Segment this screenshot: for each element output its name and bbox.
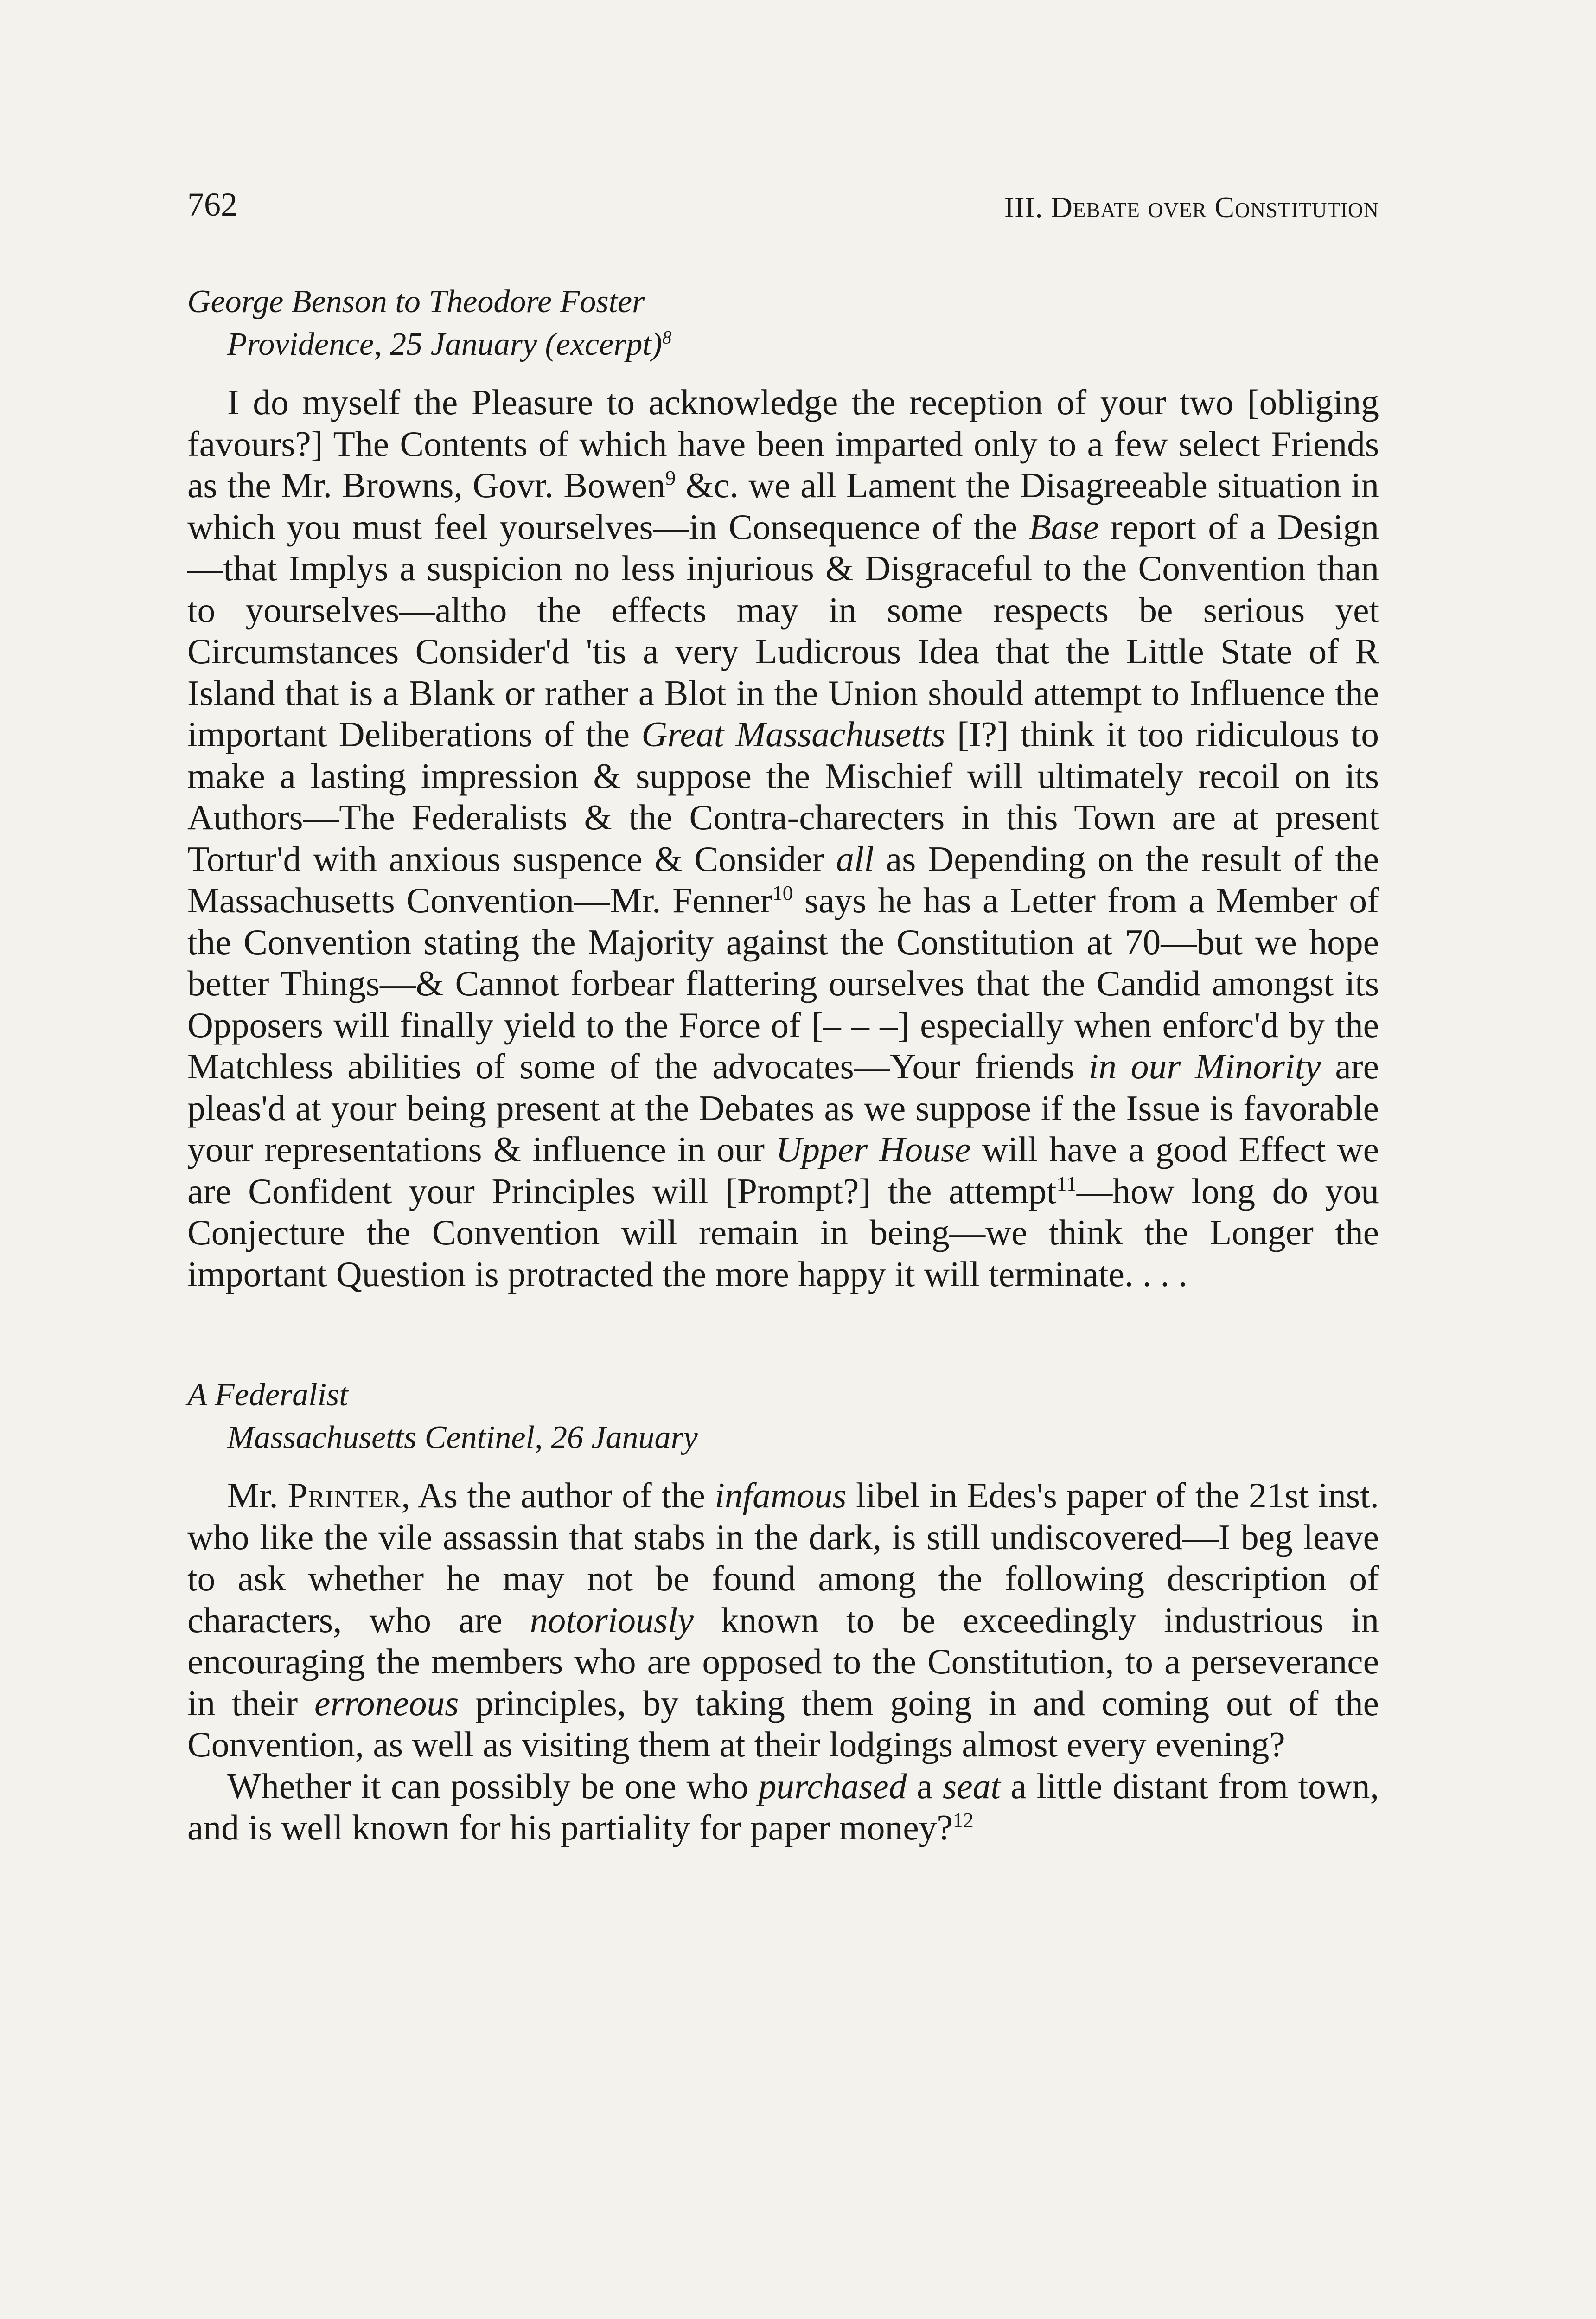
italic-text: seat bbox=[943, 1766, 1001, 1806]
entry-paragraph bbox=[187, 1475, 1379, 1766]
text-run: a little distant from town, and is well known for his partiality for paper money? bbox=[187, 1766, 1379, 1847]
text-run: &c. we all Lament the Disagreeable situation in which you must feel yourselves—in Consequence of the bbox=[187, 465, 1379, 547]
italic-text: notoriously bbox=[530, 1600, 694, 1640]
text-run: report of a Design—that Implys a suspicion no less injurious & Disgraceful to the Convention than to yourselves—altho the effects may in some respects be serious yet Circumstances Consider'd 'tis a very Ludicrous Idea that the Little State of R Island that is a Blank or rather a Blot in the Union should attempt to Influence the important Deliberations of the bbox=[187, 506, 1379, 754]
text-run: I do myself the Pleasure to acknowledge the reception of your two [obliging favours?] The Contents of which have been imparted only to a few select Friends as the Mr. Browns, Govr. Bowen bbox=[187, 382, 1379, 505]
text-run: [I?] think it too ridiculous to make a lasting impression & suppose the Mischief will ultimately recoil on its Authors—The Federalists & the Contra-charecters in this Town are at present Tortur'd with anxious suspence & Consider bbox=[187, 714, 1379, 879]
document-entry-federalist bbox=[187, 1374, 1379, 1849]
text-run: known to be exceedingly industrious in encouraging the members who are opposed to the Constitution, to a perseverance in their bbox=[187, 1600, 1379, 1723]
document-entry-benson bbox=[187, 281, 1379, 1295]
text-run: —how long do you Conjecture the Convention will remain in being—we think the Longer the important Question is protracted the more happy it will terminate. . . . bbox=[187, 1171, 1379, 1294]
footnote-ref: 8 bbox=[662, 327, 672, 348]
text-run: will have a good Effect we are Confident your Principles will [Prompt?] the attempt bbox=[187, 1129, 1379, 1211]
footnote-ref: 10 bbox=[772, 881, 793, 905]
section-title: III. Debate over Constitution bbox=[1004, 191, 1379, 224]
italic-text: Upper House bbox=[776, 1129, 971, 1169]
entry-source bbox=[187, 1416, 1379, 1459]
book-page bbox=[187, 186, 1379, 1849]
entry-source bbox=[187, 323, 1379, 366]
text-run: libel in Edes's paper of the 21st inst. who like the vile assassin that stabs in the dark, is still undiscovered—I beg leave to ask whether he may not be found among the following description of characters, who are bbox=[187, 1475, 1379, 1640]
text-run: , As the author of the bbox=[401, 1475, 715, 1515]
text-run: principles, by taking them going in and coming out of the Convention, as well as visiting them at their lodgings almost every evening? bbox=[187, 1683, 1379, 1764]
italic-text: all bbox=[836, 839, 874, 879]
footnote-ref: 12 bbox=[952, 1808, 974, 1832]
entry-paragraph bbox=[187, 382, 1379, 1295]
footnote-ref: 9 bbox=[665, 466, 676, 490]
text-run: as Depending on the result of the Massachusetts Convention—Mr. Fenner bbox=[187, 839, 1379, 920]
text-run: says he has a Letter from a Member of the Convention stating the Majority against the Constitution at 70—but we hope better Things—& Cannot forbear flattering ourselves that the Candid amongst its Opposers will finally yield to the Force of [– – –] especially when enforc'd by the Matchless abilities of some of the advocates—Your friends bbox=[187, 880, 1379, 1086]
text-run: Mr. bbox=[227, 1475, 288, 1515]
entry-source-text: Providence, 25 January (excerpt) bbox=[227, 327, 663, 362]
page-number: 762 bbox=[187, 186, 237, 223]
entry-paragraph bbox=[187, 1766, 1379, 1849]
italic-text: purchased bbox=[758, 1766, 907, 1806]
text-run: Whether it can possibly be one who bbox=[227, 1766, 759, 1806]
running-head bbox=[187, 186, 1379, 237]
text-run: are pleas'd at your being present at the Debates as we suppose if the Issue is favorable your representations & influence in our bbox=[187, 1046, 1379, 1169]
italic-text: in our Minority bbox=[1088, 1046, 1321, 1086]
entry-source-text: Massachusetts Centinel, 26 January bbox=[227, 1420, 698, 1455]
italic-text: erroneous bbox=[314, 1683, 459, 1723]
italic-text: infamous bbox=[715, 1475, 847, 1515]
text-run: Printer bbox=[287, 1475, 402, 1515]
italic-text: Great Massachusetts bbox=[641, 714, 945, 754]
footnote-ref: 11 bbox=[1056, 1172, 1077, 1195]
italic-text: Base bbox=[1029, 506, 1099, 547]
text-run: a bbox=[907, 1766, 943, 1806]
entry-title: A Federalist bbox=[187, 1377, 348, 1413]
entry-title: George Benson to Theodore Foster bbox=[187, 284, 645, 320]
